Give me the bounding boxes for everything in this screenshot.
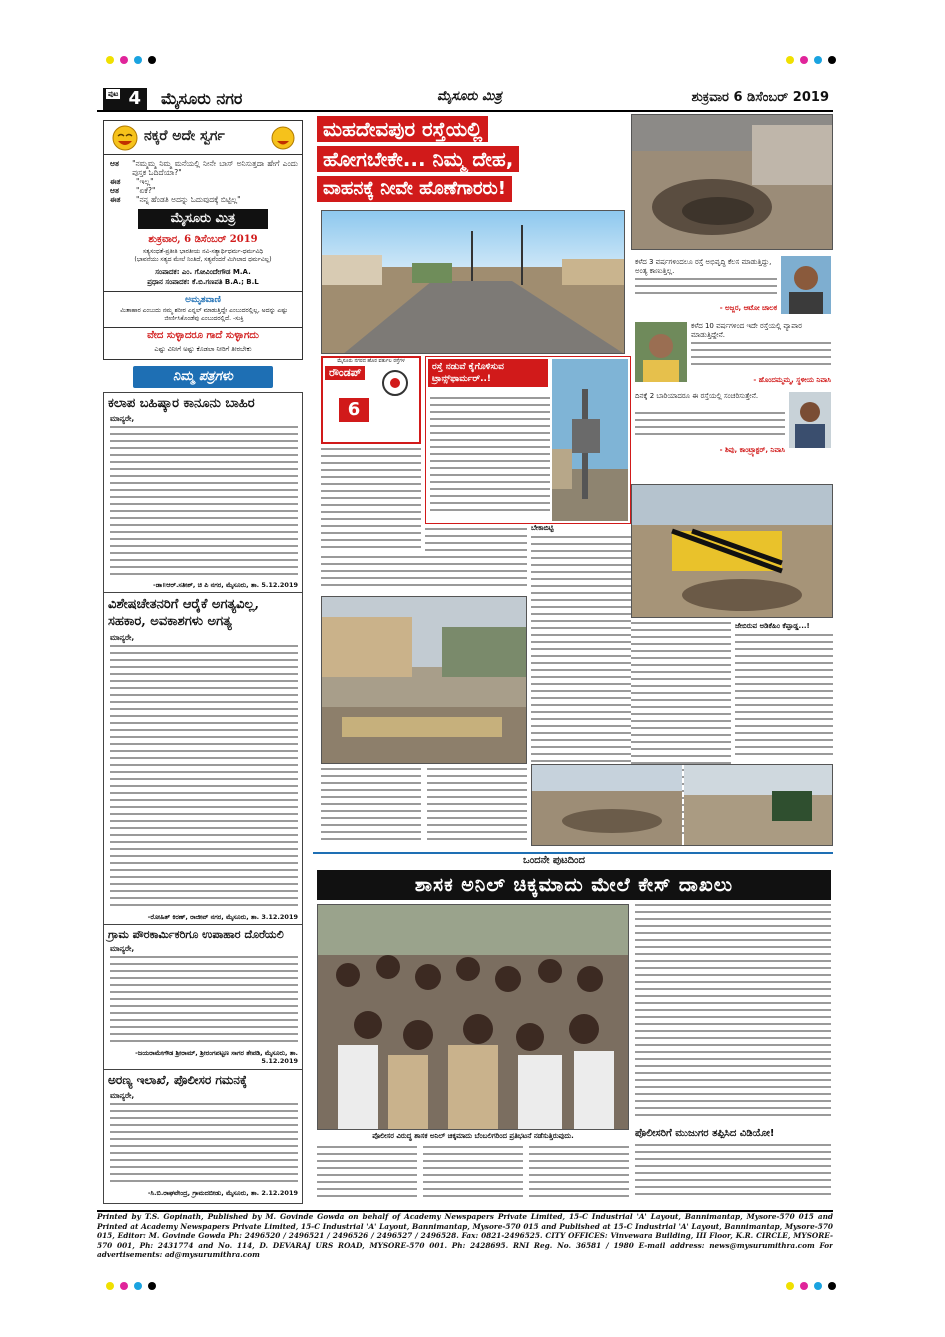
registration-dot-yellow	[786, 56, 794, 64]
article-body	[529, 1146, 629, 1204]
humor-speaker: ಈತ	[110, 195, 121, 204]
editor-line: ಸಂಪಾದಕ: ಎಂ. ಗೋವಿಂದೇಗೌಡ M.A.	[155, 268, 251, 276]
letter-body	[110, 426, 298, 576]
humor-row	[110, 159, 298, 177]
registration-dot-magenta	[800, 56, 808, 64]
registration-dot-cyan	[814, 1282, 822, 1290]
letter-body	[110, 956, 298, 1046]
quote-body	[691, 342, 831, 372]
sub-heading: ಬೇಕಾಬಿಟ್ಟಿ	[531, 524, 554, 532]
story-divider	[313, 852, 833, 868]
headline-line: ಹೋಗಬೇಕೇ... ನಿಮ್ಮ ದೇಹ,	[317, 146, 519, 172]
quote-body	[635, 278, 777, 300]
registration-dot-yellow	[786, 1282, 794, 1290]
page-label: ಪುಟ	[108, 90, 119, 98]
masthead-date: ಶುಕ್ರವಾರ, 6 ಡಿಸೆಂಬರ್ 2019	[148, 234, 258, 245]
quotes-block	[631, 254, 833, 482]
humor-line: "ಇಲ್ಲ"	[136, 177, 154, 186]
portrait-photo	[781, 256, 831, 314]
quote-attribution: - ಹೊಂದಮ್ಮಮ್ಮ, ಸ್ಥಳೀಯ ನಿವಾಸಿ	[753, 376, 831, 384]
proverb-title: ವೇದ ಸುಳ್ಳಾದರೂ ಗಾದೆ ಸುಳ್ಳಾಗದು	[147, 330, 259, 341]
masthead-motto: ಸತ್ಯಸಂಧತೆ-ಪ್ರತೀತಿ ಭಾರತೀಯ ನವಿ-ಸತ್ಯಾರ್ಥಿಧರ್ಮ-ಧರ್ಮವಿಧಿ	[142, 248, 264, 255]
letter-salutation: ಮಾನ್ಯರೇ,	[110, 414, 135, 423]
article-body	[321, 448, 421, 552]
street-photos	[531, 764, 833, 846]
continued-banner: ಒಂದನೇ ಪುಟದಿಂದ	[523, 855, 585, 866]
registration-dot-yellow	[106, 1282, 114, 1290]
issue-date: ಶುಕ್ರವಾರ 6 ಡಿಸೆಂಬರ್ 2019	[691, 90, 829, 105]
letter-salutation: ಮಾನ್ಯರೇ,	[110, 633, 135, 642]
quote-text: ದಿನಕ್ಕೆ 2 ಬಾರಿಯಾದರೂ ಈ ರಸ್ತೆಯಲ್ಲಿ ಸಂಚರಿಸುತ್ತೇನೆ.	[635, 392, 759, 400]
amrutha-title: ಅಮೃತವಾಣಿ	[185, 295, 221, 305]
laughing-face-icon	[270, 124, 296, 152]
quote-attribution: - ಶಿವು, ಕಾಂಟ್ರ್ಯಾಕ್ಟರ್, ನಿವಾಸಿ	[719, 446, 785, 454]
article-body	[425, 528, 527, 558]
quote-attribution: - ಅಜ್ಜರ, ಆಟೋ ಚಾಲಕ	[719, 304, 777, 312]
humor-header	[104, 121, 302, 155]
roundup-sub: ಮೈಸೂರು ನಗರದ ಹೊರ ವರ್ತುಲ ರಸ್ತೆಗಳ	[337, 358, 405, 364]
humor-line: "ನಮ್ಮಮ್ಮ ನಿಮ್ಮ ಮನೆಯಲ್ಲಿ ನೀನೇ ಬಾಸ್ ಅನಿಸುತ್ತದಾ ಹೇಗೆ ಎಂದು ಪುಸ್ತಕ ಓದಿದೆಯಾ?"	[132, 159, 298, 177]
letters-banner: ನಿಮ್ಮ ಪತ್ರಗಳು	[133, 366, 273, 388]
quote-text: ಕಳೆದ 10 ವರ್ಷಗಳಿಂದ ಇದೇ ರಸ್ತೆಯಲ್ಲಿ ವ್ಯಾಪಾರ ಮಾಡುತ್ತಿದ್ದೇನೆ.	[691, 322, 802, 339]
humor-row	[110, 177, 298, 186]
article-body	[317, 1146, 417, 1204]
box-body	[430, 397, 550, 521]
lead-headline	[313, 114, 625, 206]
sidebar-info-box	[103, 120, 303, 360]
story2-headline: ಶಾಸಕ ಅನಿಲ್ ಚಿಕ್ಕಮಾದು ಮೇಲೆ ಕೇಸ್ ದಾಖಲು	[317, 870, 831, 900]
letter-signature: -ಸಿ.ಬಿ.ರಾಘವೇಂದ್ರ, ಗ್ರಾಮದಬೀಡು, ಮೈಸೂರು, ತಾ. 2.12.2019	[147, 1189, 298, 1197]
divider	[104, 291, 302, 292]
printer-imprint: Printed by T.S. Gopinath, Published by M. Govinde Gowda on behalf of Academy Newspapers Private Limited, 15-C Industrial 'A' Layout, Bannimantap, Mysore-570 015 and Printed at Academy Newspapers Private Limited, 15-C Industrial 'A' Layout, Bannimantap, Mysore-570 015 and Published at 15-C Industrial 'A' Layout, Bannimantap, Mysore-570 015, Editor: M. Govinde Gowda Ph: 2496520 / 2496521 / 2496526 / 2496527 / 2496528. Fax: 0821-2496525. CITY OFFICES: Vinvewara Building, III Floor, K.R. CIRCLE, MYSORE-570 001, Ph: 2431774 and No. 114, D. DEVARAJ URS ROAD, MYSORE-570 001. Ph: 2428695. RNI Reg. No. 36581 / 1980 E-mail address: news@mysurumithra.com For advertisements: ad@mysurumithra.com	[97, 1210, 833, 1266]
article-body	[321, 768, 421, 848]
article-body	[427, 768, 527, 848]
masthead-box: ಮೈಸೂರು ಮಿತ್ರ	[138, 209, 268, 229]
humor-row	[110, 186, 298, 195]
chief-editor-line: ಪ್ರಧಾನ ಸಂಪಾದಕ: ಕೆ.ಬಿ.ಗಣಪತಿ B.A.; B.L	[147, 278, 259, 286]
letter-title: ಕಲಾಪ ಬಹಿಷ್ಕಾರ ಕಾನೂನು ಬಾಹಿರ	[108, 396, 255, 411]
letter-title: ವಿಶೇಷಚೇತನರಿಗೆ ಆರೈಕೆ ಅಗತ್ಯವಿಲ್ಲ, ಸಹಕಾರ, ಅವಕಾಶಗಳು ಅಗತ್ಯ	[108, 597, 260, 629]
target-icon	[373, 368, 417, 398]
humor-row	[110, 195, 298, 204]
headline-line: ವಾಹನಕ್ಕೆ ನೀವೇ ಹೊಣೆಗಾರರು!	[317, 176, 512, 202]
section-title: ಮೈಸೂರು ನಗರ	[161, 89, 243, 108]
newspaper-page	[97, 86, 833, 1266]
roundup-number: 6	[339, 398, 369, 422]
proverb-text: ಎಷ್ಟು ವಿನೀಗೆ ಅಷ್ಟು ಕೊಡಲಾ ನೀರಿಗೆ ತೀರಬೇಕು	[154, 345, 252, 353]
registration-dot-cyan	[134, 1282, 142, 1290]
amrutha-text: ಮಿತಾಹಾರ ಎಂಬುದು ನಮ್ಮ ಶರೀರ ಎನ್ನಲ್ ಮಾಡುತ್ತಿದ್ದೇ ಎಂಬುದರಲ್ಲಿಲ್ಲ, ಅದನ್ನು ಎಷ್ಟು ಜೀರ್ಣಿಸಿಕೊಂಡೆವು ಎಂಬುದರಲ್ಲಿದೆ. -ಸುಕ್ತಿ	[120, 307, 288, 322]
masthead-small: ಮೈಸೂರು ಮಿತ್ರ	[437, 89, 502, 104]
portrait-photo	[789, 392, 831, 448]
laughing-face-icon	[110, 124, 140, 152]
letter-salutation: ಮಾನ್ಯರೇ,	[110, 1091, 135, 1100]
article-body	[321, 556, 527, 594]
portrait-photo	[635, 322, 687, 382]
page-number: 4	[128, 88, 141, 109]
registration-dot-magenta	[120, 56, 128, 64]
article-body	[635, 1144, 831, 1204]
transformer-photo	[552, 359, 628, 521]
roundup-tag: ರೌಂಡಪ್	[325, 366, 365, 380]
humor-line: "ನನ್ನ ಹೆಂಡತಿ ಅದನ್ನು ಓದುವುದಕ್ಕೆ ಬಿಟ್ಟಿಲ್ಲ"	[136, 195, 241, 204]
road-photo	[321, 210, 625, 354]
sub-heading: ಜೇಬಿರುವ ಅಡಿಕೆಹಿಂ ಕೆಪ್ಪಾಡ್ಡ...!	[735, 622, 810, 630]
humor-speaker: ಈತ	[110, 177, 121, 186]
registration-dot-black	[828, 56, 836, 64]
photo-caption: ಪೊಲೀಸರ ವಿರುದ್ಧ ಶಾಸಕ ಅನಿಲ್ ಚಿಕ್ಕಮಾದು ಬೆಂಬಲಿಗರಿಂದ ಪ್ರತಿಭಟನೆ ನಡೆಸುತ್ತಿರುವುದು.	[372, 1132, 574, 1140]
roundup-box	[321, 356, 421, 444]
pothole-photo	[631, 114, 833, 250]
registration-dot-black	[828, 1282, 836, 1290]
humor-line: "ಏಕೆ?"	[136, 186, 156, 195]
sub-heading: ಪೊಲೀಸರಿಗೆ ಮುಜುಗರ ತಪ್ಪಿಸಿದ ವಿಡಿಯೋ!	[635, 1128, 775, 1139]
barricade-photo	[631, 484, 833, 618]
page-number-box	[103, 88, 147, 110]
registration-dot-cyan	[134, 56, 142, 64]
registration-dot-black	[148, 56, 156, 64]
divider	[104, 1069, 302, 1070]
divider	[104, 327, 302, 328]
letter-title: ಅರಣ್ಯ ಇಲಾಖೆ, ಪೊಲೀಸರ ಗಮನಕ್ಕೆ	[108, 1073, 247, 1087]
box-title: ರಸ್ತೆ ನಡುವೆ ಕೈಗೊಳಿಸುವ ಟ್ರಾನ್ಸ್‌ಫಾರ್ಮರ್..!	[428, 359, 548, 387]
roadside-photo	[321, 596, 527, 764]
humor-speaker: ಆತ	[110, 159, 119, 168]
article-body	[423, 1146, 523, 1204]
registration-dot-cyan	[814, 56, 822, 64]
registration-dot-magenta	[120, 1282, 128, 1290]
article-body	[635, 904, 831, 1128]
quote-body	[635, 412, 785, 442]
divider	[104, 924, 302, 925]
letter-signature: -ಜಯರಾಮೇಗೌಡ ಶ್ರೀರಾಮ್, ಶ್ರೀರಂಗಪಟ್ಟಣ ಸಾಗರ ತೇಪಡಿ, ಮೈಸೂರು, ತಾ. 5.12.2019	[135, 1049, 298, 1065]
article-body	[735, 634, 833, 764]
headline-line: ಮಹದೇವಪುರ ರಸ್ತೆಯಲ್ಲಿ	[317, 116, 488, 142]
letters-column	[103, 392, 303, 1204]
registration-dot-black	[148, 1282, 156, 1290]
transformer-box	[425, 356, 631, 524]
humor-dialogue	[110, 159, 298, 204]
letter-body	[110, 645, 298, 907]
divider	[104, 592, 302, 593]
letter-body	[110, 1103, 298, 1185]
registration-dot-yellow	[106, 56, 114, 64]
letter-signature: -ಡಾ॥ಆರ್.ಸತೀಶ್, ಚಿ ಪಿ ನಗರ, ಮೈಸೂರು, ತಾ. 5.12.2019	[153, 581, 298, 589]
page-header	[97, 86, 833, 112]
humor-title: ನಕ್ಕರೆ ಅದೇ ಸ್ವರ್ಗ	[144, 128, 225, 144]
protest-photo	[317, 904, 629, 1130]
letter-signature: -ರೋಹಿತ್ ಕಿರಣ್, ರಾಜೀವ್ ನಗರ, ಮೈಸೂರು, ತಾ. 3.12.2019	[147, 913, 298, 921]
humor-speaker: ಆತ	[110, 186, 119, 195]
quote-text: ಕಳೆದ 3 ವರ್ಷಗಳಿಂದಲೂ ರಸ್ತೆ ಅಭಿವೃದ್ಧಿ ಕೆಲಸ ಮಾಡುತ್ತಿದ್ದು, ಅಂತ್ಯ ಕಾಣುತ್ತಿಲ್ಲ.	[635, 258, 772, 275]
masthead-motto-sub: (ಭಾವನೆಯು ಸತ್ಯದ ಮೇಲೆ ನಿಂತಿದೆ, ಸತ್ಯವೆಂದರೆ ಮಿಗಿಲಾದ ಧರ್ಮವಿಲ್ಲ)	[134, 256, 272, 263]
letter-salutation: ಮಾನ್ಯರೇ,	[110, 944, 135, 953]
letter-title: ಗ್ರಾಮ ಪೌರಕಾರ್ಮಿಕರಿಗೂ ಉಪಾಹಾರ ದೊರೆಯಲಿ	[108, 928, 284, 941]
registration-dot-magenta	[800, 1282, 808, 1290]
